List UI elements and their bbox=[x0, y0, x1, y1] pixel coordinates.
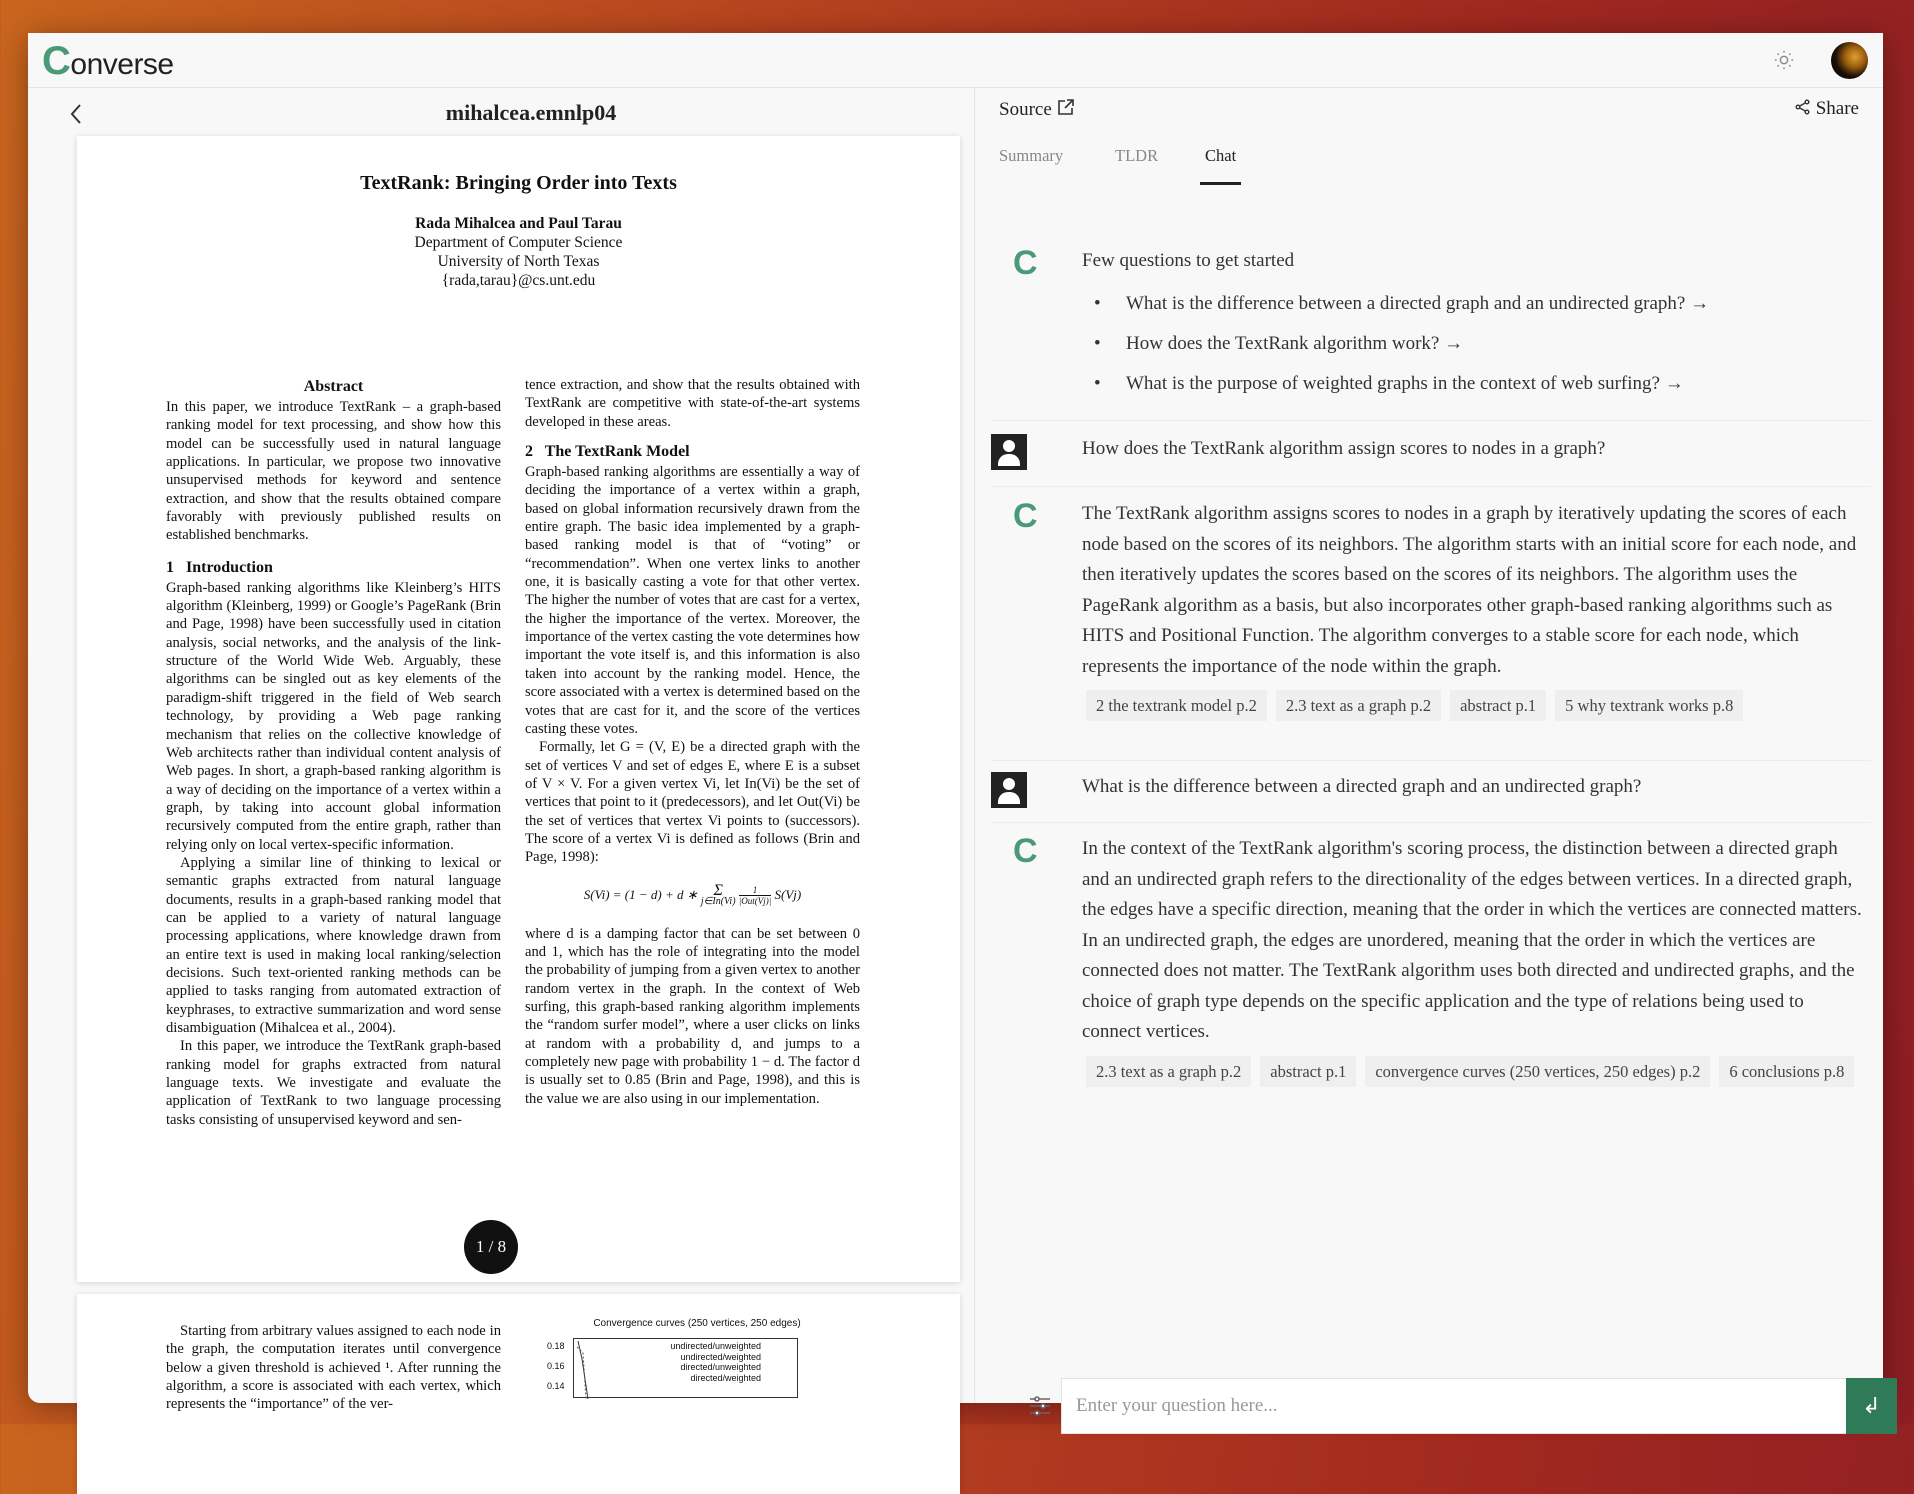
y-tick: 0.14 bbox=[547, 1381, 565, 1391]
legend-entry: undirected/weighted bbox=[680, 1351, 761, 1362]
paper-column-left bbox=[166, 376, 501, 1129]
share-icon bbox=[1795, 99, 1811, 115]
affiliation-line: University of North Texas bbox=[437, 253, 600, 270]
paper-authors-block bbox=[77, 214, 960, 290]
source-chips bbox=[1086, 1056, 1867, 1087]
divider bbox=[991, 760, 1871, 761]
document-viewer bbox=[28, 88, 975, 1413]
source-chip[interactable]: convergence curves (250 vertices, 250 edges) p.2 bbox=[1365, 1056, 1710, 1087]
legend-entry: undirected/unweighted bbox=[670, 1341, 761, 1351]
suggested-question[interactable]: • What is the purpose of weighted graphs in the context of web surfing? → bbox=[1082, 369, 1867, 400]
affiliation-line: Department of Computer Science bbox=[414, 234, 623, 251]
formula-rhs: S(Vj) bbox=[774, 886, 802, 902]
paragraph: Formally, let G = (V, E) be a directed graph with the set of vertices V and set of edges E, where E is a subset of V × V. For a given vertex Vi, let In(Vi) be the set of vertices that point to it (predecessors), and let Out(Vi) be the set of vertices that vertex Vi points to (successors). The score of a vertex Vi is defined as follows (Brin and Page, 1998): bbox=[525, 739, 860, 866]
converse-c-icon: C bbox=[1013, 497, 1038, 535]
send-button[interactable]: ↲ bbox=[1846, 1378, 1897, 1434]
suggested-question[interactable]: • What is the difference between a directed graph and an undirected graph? → bbox=[1082, 289, 1867, 320]
divider bbox=[991, 420, 1871, 421]
figure-plot-area bbox=[573, 1338, 798, 1398]
paragraph: Applying a similar line of thinking to lexical or semantic graphs extracted from natural language documents, results in a graph-based ranking model that can be applied to a variety of natural language processing applications, where knowledge drawn from an entire text is used in making local ranking/selection decisions. Such text-oriented ranking methods can be applied to tasks ranging from automated extraction of keyphrases, to extractive summarization and word sense disambiguation (Mihalcea et al., 2004). bbox=[166, 854, 501, 1036]
user-avatar[interactable] bbox=[1831, 42, 1868, 79]
source-chip[interactable]: 5 why textrank works p.8 bbox=[1555, 690, 1743, 721]
paragraph: Graph-based ranking algorithms are essentially a way of deciding the importance of a vertex within a graph, based on global information recursively drawn from the entire graph. The basic idea implemented by a graph-based ranking model is that of “voting” or “recommendation”. When one vertex links to another one, it is basically casting a vote for that other vertex. The higher the number of votes that are cast for a vertex, the higher the importance of the vertex. Moreover, the importance of the vertex casting the vote determines how important the vote itself is, and this information is also taken into account by the ranking model. Hence, the score associated with a vertex is determined based on the votes that are cast for it, and the score of the vertices casting these votes. bbox=[525, 464, 860, 737]
source-chip[interactable]: 2 the textrank model p.2 bbox=[1086, 690, 1267, 721]
source-chip[interactable]: 6 conclusions p.8 bbox=[1719, 1056, 1854, 1087]
paragraph: Starting from arbitrary values assigned to each node in the graph, the computation iterates until convergence below a given threshold is achieved ¹. After running the algorithm, a score is associated with each vertex, which represents the “importance” of the ver- bbox=[166, 1323, 501, 1413]
divider bbox=[991, 822, 1871, 823]
formula-sum bbox=[700, 881, 736, 907]
tab-summary[interactable]: Summary bbox=[999, 146, 1064, 165]
intro-heading: 1 Introduction bbox=[166, 558, 273, 576]
tab-chat[interactable]: Chat bbox=[1205, 146, 1237, 165]
paper-title: TextRank: Bringing Order into Texts bbox=[360, 172, 677, 194]
theme-toggle-sun-icon[interactable] bbox=[1773, 49, 1795, 71]
share-button[interactable] bbox=[1795, 98, 1859, 120]
convergence-curve bbox=[574, 1339, 604, 1399]
share-label: Share bbox=[1815, 98, 1859, 119]
y-tick: 0.16 bbox=[547, 1361, 565, 1371]
figure-title: Convergence curves (250 vertices, 250 edges) bbox=[593, 1318, 801, 1329]
source-chip[interactable]: abstract p.1 bbox=[1450, 690, 1546, 721]
paragraph: tence extraction, and show that the results obtained with TextRank are competitive with state-of-the-art systems developed in these areas. bbox=[525, 377, 860, 430]
settings-sliders-icon[interactable] bbox=[1028, 1394, 1052, 1418]
converse-c-icon: C bbox=[1013, 832, 1038, 870]
converse-c-icon: C bbox=[1013, 244, 1038, 282]
suggestion-list bbox=[1082, 289, 1867, 400]
question-input[interactable] bbox=[1062, 1379, 1846, 1433]
legend-entry: directed/weighted bbox=[690, 1372, 761, 1383]
y-tick: 0.18 bbox=[547, 1341, 565, 1351]
source-chip[interactable]: 2.3 text as a graph p.2 bbox=[1086, 1056, 1251, 1087]
pagerank-formula bbox=[525, 881, 860, 907]
paper-column-right bbox=[525, 376, 860, 1108]
source-label: Source bbox=[999, 99, 1052, 120]
affiliation-line: {rada,tarau}@cs.unt.edu bbox=[441, 272, 596, 289]
divider bbox=[991, 486, 1871, 487]
abstract-heading: Abstract bbox=[303, 378, 364, 395]
source-chips bbox=[1086, 690, 1867, 721]
pdf-page-1 bbox=[77, 136, 960, 1282]
assistant-message-text: The TextRank algorithm assigns scores to nodes in a graph by iteratively updating the scores of each node based on the scores of its neighbors. The algorithm starts with an initial score for each node, and then iteratively updates the scores based on the scores of its neighbors. The algorithm uses the PageRank algorithm as a basis, but also incorporates other graph-based ranking algorithms such as HITS and Positional Function. The algorithm converges to a stable score for each node, which represents the importance of the node within the graph. bbox=[1082, 503, 1857, 677]
paragraph: where d is a damping factor that can be set between 0 and 1, which has the role of integrating into the model the probability of jumping from a given vertex to another random vertex in the graph. In the context of Web surfing, this graph-based ranking algorithm implements the “random surfer model”, where a user clicks on links at random with a probability d, and jumps to a completely new page with probability 1 − d. The factor d is usually set to 0.85 (Brin and Page, 1998), and this is the value we are also using in our implementation. bbox=[525, 925, 860, 1107]
figure-legend bbox=[670, 1341, 761, 1383]
source-chip[interactable]: abstract p.1 bbox=[1260, 1056, 1356, 1087]
page-indicator: 1 / 8 bbox=[464, 1220, 518, 1274]
numerator: 1 bbox=[752, 885, 758, 896]
tab-tldr[interactable]: TLDR bbox=[1115, 146, 1159, 165]
user-message-text: What is the difference between a directed graph and an undirected graph? bbox=[1082, 776, 1642, 797]
question-input-wrapper bbox=[1061, 1378, 1847, 1434]
sum-subscript: j∈In(Vi) bbox=[700, 895, 736, 907]
formula-lhs: S(Vi) = (1 − d) + d ∗ bbox=[583, 886, 698, 902]
suggestions-intro: Few questions to get started bbox=[1082, 250, 1295, 271]
paragraph: Graph-based ranking algorithms like Kleinberg’s HITS algorithm (Kleinberg, 1999) or Google’s PageRank (Brin and Page, 1998) have been successfully used in citation analysis, social networks, and the analysis of the link-structure of the World Wide Web. Arguably, these algorithms can be singled out as key elements of the paradigm-shift triggered in the field of Web search technology, by providing a Web page ranking mechanism that relies on the collective knowledge of Web architects rather than individual content analysis of Web pages. In short, a graph-based ranking algorithm is a way of deciding on the importance of a vertex within a graph, by taking into account global information recursively computed from the entire graph, rather than relying only on local vertex-specific information. bbox=[166, 579, 501, 853]
app-header bbox=[28, 33, 1883, 88]
user-icon bbox=[991, 772, 1027, 808]
convergence-figure bbox=[547, 1318, 827, 1391]
formula-fraction bbox=[739, 885, 771, 906]
assistant-message-text: In the context of the TextRank algorithm's scoring process, the distinction between a directed graph and an undirected graph refers to the directionality of the edges between vertices. In a directed graph, the edges have a specific direction, meaning that the order in which the vertices are connected matters. In an undirected graph, the edges are unordered, meaning that the order in which the vertices are connected does not matter. The TextRank algorithm uses both directed and undirected graphs, and the choice of graph type depends on the specific application and the type of relations being used to connect vertices. bbox=[1082, 838, 1862, 1042]
paragraph: In this paper, we introduce TextRank – a graph-based ranking model for text processing, and show how this model can be successfully used in natural language applications. In particular, we propose two innovative unsupervised methods for keyword and sentence extraction, and show that the results obtained compare favorably with previously published results on established benchmarks. bbox=[166, 399, 501, 544]
chat-panel bbox=[976, 88, 1883, 1418]
document-title: mihalcea.emnlp04 bbox=[445, 100, 617, 125]
paragraph: In this paper, we introduce the TextRank graph-based ranking model for graphs extracted from natural language texts. We investigate and evaluate the application of TextRank to two language processing tasks consisting of unsupervised keyword and sen- bbox=[166, 1038, 501, 1128]
pdf-page-2 bbox=[77, 1294, 960, 1494]
model-heading: 2 The TextRank Model bbox=[525, 443, 690, 461]
source-link[interactable] bbox=[999, 98, 1075, 121]
denominator: |Out(Vj)| bbox=[738, 896, 772, 907]
paper-authors: Rada Mihalcea and Paul Tarau bbox=[415, 215, 622, 232]
source-chip[interactable]: 2.3 text as a graph p.2 bbox=[1276, 690, 1441, 721]
figure-y-ticks bbox=[547, 1336, 565, 1396]
user-icon bbox=[991, 434, 1027, 470]
sum-symbol: Σ bbox=[713, 881, 723, 899]
legend-entry: directed/unweighted bbox=[680, 1362, 761, 1372]
paper-column-left bbox=[166, 1322, 501, 1414]
logo[interactable]: Converse bbox=[42, 39, 174, 83]
app-window bbox=[28, 33, 1883, 1418]
external-link-icon bbox=[1057, 98, 1075, 116]
suggested-question[interactable]: • How does the TextRank algorithm work? → bbox=[1082, 329, 1867, 360]
user-message-text: How does the TextRank algorithm assign scores to nodes in a graph? bbox=[1082, 438, 1606, 459]
